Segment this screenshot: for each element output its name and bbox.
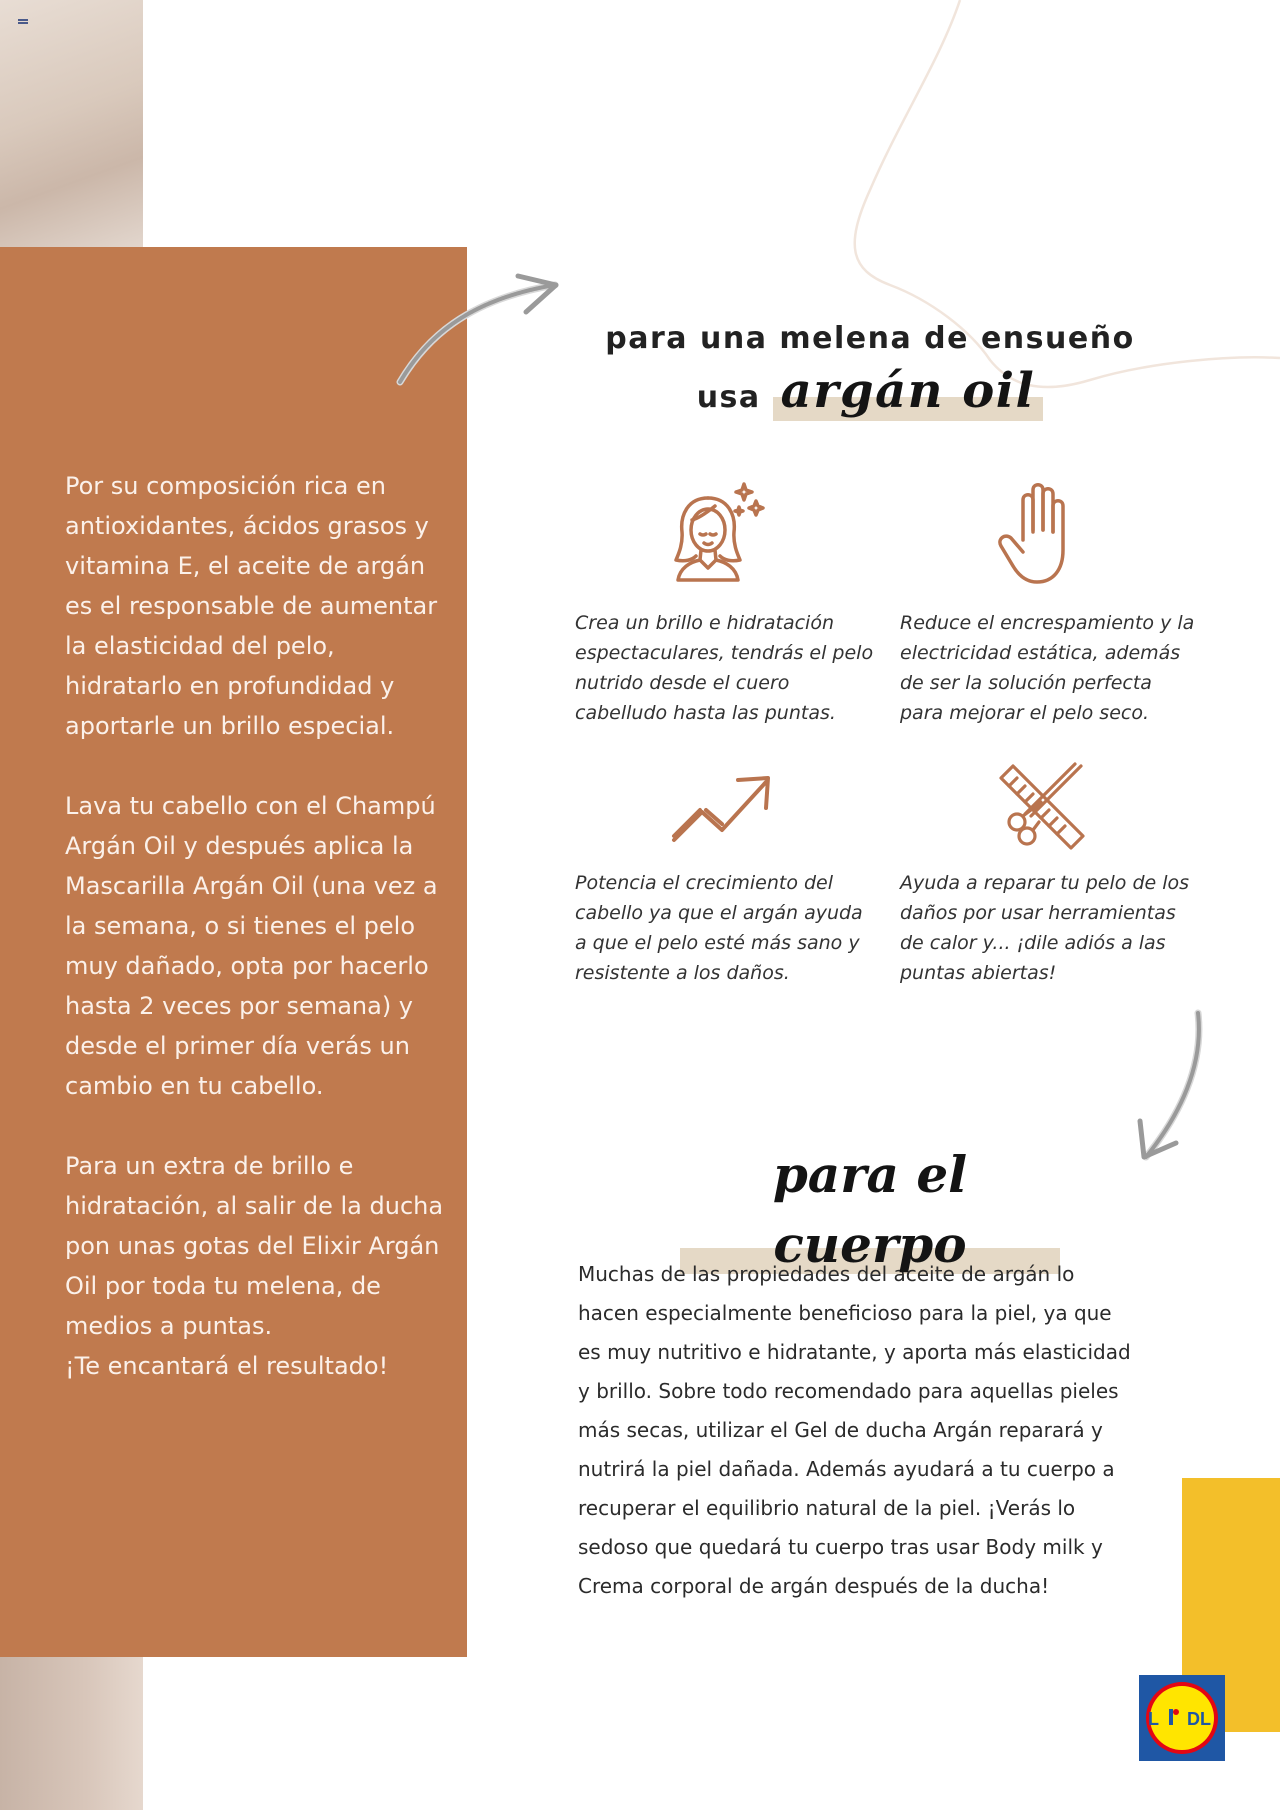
panel-paragraph-1: Por su composición rica en antioxidantes, ácidos grasos y vitamina E, el aceite de argán es el responsable de aumentar la elasticidad del pelo, hidratarlo en profundidad y aportarle un brillo especial. xyxy=(65,472,438,740)
feature-shine-text: Crea un brillo e hidratación espectaculares, tendrás el pelo nutrido desde el cuero cabelludo hasta las puntas. xyxy=(575,612,874,724)
hand-icon xyxy=(995,480,1085,590)
hair-photo-bottom xyxy=(0,1657,143,1810)
panel-paragraph-4: ¡Te encantará el resultado! xyxy=(65,1352,389,1380)
growth-arrow-icon xyxy=(670,770,775,850)
svg-text:DL: DL xyxy=(1187,1709,1211,1729)
body-paragraph: Muchas de las propiedades del aceite de argán lo hacen especialmente beneficioso para la piel, ya que es muy nutritivo e hidratante, y aporta más elasticidad y brillo. Sobre todo recomendado para aquellas pieles más secas, utilizar el Gel de ducha Argán reparará y nutrirá la piel dañada. Además ayudará a tu cuerpo a recuperar el equilibrio natural de la piel. ¡Verás lo sedoso que quedará tu cuerpo tras usar Body milk y Crema corporal de argán después de la ducha! xyxy=(578,1262,1131,1598)
headline-line-1: para una melena de ensueño xyxy=(605,321,1135,356)
down-arrow-icon xyxy=(1130,1005,1210,1165)
menu-icon[interactable] xyxy=(18,19,28,27)
curved-arrow-icon xyxy=(390,270,570,390)
hair-headline xyxy=(560,318,1180,423)
comb-scissors-icon xyxy=(995,760,1090,850)
headline-prefix: usa xyxy=(696,380,761,415)
headline-line-2 xyxy=(560,363,1180,423)
panel-paragraph-2: Lava tu cabello con el Champú Argán Oil y después aplica la Mascarilla Argán Oil (una vez a la semana, o si tienes el pelo muy dañado, opta por hacerlo hasta 2 veces por semana) y desde el primer día verás un cambio en tu cabello. xyxy=(65,792,438,1100)
feature-repair xyxy=(900,760,1200,988)
feature-frizz-text: Reduce el encrespamiento y la electricidad estática, además de ser la solución perfecta para mejorar el pelo seco. xyxy=(900,612,1195,724)
panel-text xyxy=(65,466,445,1426)
feature-repair-text: Ayuda a reparar tu pelo de los daños por usar herramientas de calor y... ¡dile adiós a las puntas abiertas! xyxy=(900,872,1190,984)
feature-frizz xyxy=(900,480,1200,728)
feature-growth xyxy=(575,770,875,988)
body-section-text xyxy=(578,1255,1138,1606)
svg-text:L: L xyxy=(1148,1709,1159,1729)
headline-highlight xyxy=(773,363,1044,423)
feature-growth-text: Potencia el crecimiento del cabello ya que el argán ayuda a que el pelo esté más sano y resistente a los daños. xyxy=(575,872,863,984)
hair-photo-top xyxy=(0,0,143,247)
feature-shine xyxy=(575,480,875,728)
panel-paragraph-3: Para un extra de brillo e hidratación, al salir de la ducha pon unas gotas del Elixir Argán Oil por toda tu melena, de medios a puntas. xyxy=(65,1152,444,1340)
headline-script-text: argán oil xyxy=(780,363,1036,419)
body-title-text: para el cuerpo xyxy=(772,1145,968,1274)
woman-sparkle-icon xyxy=(670,480,770,590)
lidl-logo xyxy=(1139,1675,1225,1761)
